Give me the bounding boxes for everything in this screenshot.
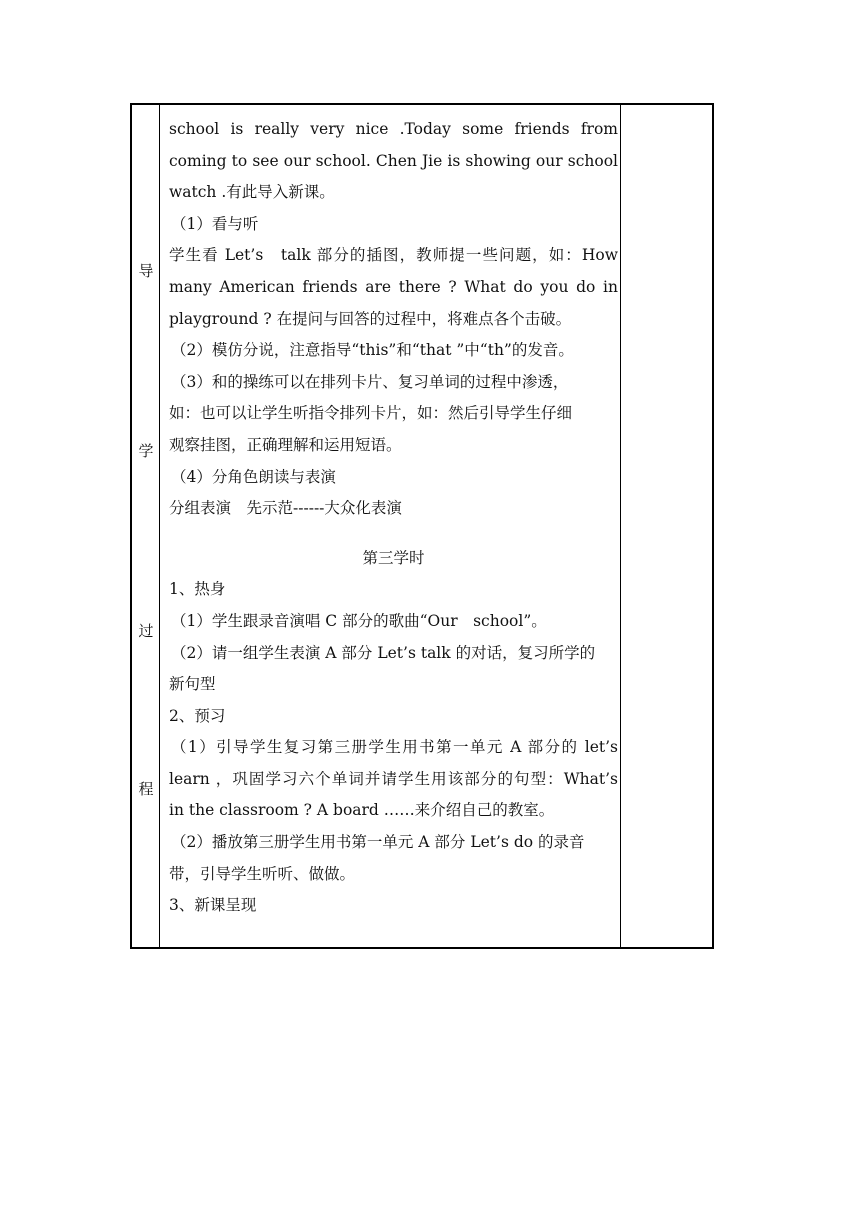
text-line: 1、热身 xyxy=(169,580,226,599)
text-line: （1）看与听 xyxy=(171,214,259,233)
text-line: （1）学生跟录音演唱 C 部分的歌曲“Our school”。 xyxy=(171,611,547,630)
text-line: many American friends are there ? What do you do in xyxy=(169,277,618,296)
text-line: 分组表演 先示范------大众化表演 xyxy=(169,499,402,518)
side-label-dao: 导 xyxy=(138,262,154,280)
text-line: 2、预习 xyxy=(169,706,226,725)
side-label-column xyxy=(132,105,160,947)
lesson-content xyxy=(169,114,618,922)
side-label-guo: 过 xyxy=(138,622,154,640)
text-line: （3）和的操练可以在排列卡片、复习单词的过程中渗透， xyxy=(171,372,569,391)
text-line: learn ，巩固学习六个单词并请学生用该部分的句型：What’s xyxy=(169,769,618,788)
text-line: （2）模仿分说，注意指导“this”和“that ”中“th”的发音。 xyxy=(171,341,574,360)
side-label-xue: 学 xyxy=(138,442,154,460)
lesson-table xyxy=(130,103,714,949)
section-heading: 第三学时 xyxy=(362,548,425,567)
text-line: （4）分角色朗读与表演 xyxy=(171,467,336,486)
text-line: watch .有此导入新课。 xyxy=(169,183,335,202)
text-line: （2）请一组学生表演 A 部分 Let’s talk 的对话，复习所学的 xyxy=(171,643,596,662)
text-line: （2）播放第三册学生用书第一单元 A 部分 Let’s do 的录音 xyxy=(171,833,585,852)
notes-column xyxy=(620,105,712,947)
text-line: 如：也可以让学生听指令排列卡片，如：然后引导学生仔细 xyxy=(169,404,573,423)
text-line: in the classroom ? A board ……来介绍自己的教室。 xyxy=(169,801,555,820)
side-label-cheng: 程 xyxy=(138,780,154,798)
text-line: 新句型 xyxy=(169,675,216,694)
text-line: 带，引导学生听听、做做。 xyxy=(169,864,356,883)
text-line: playground ? 在提问与回答的过程中，将难点各个击破。 xyxy=(169,309,572,328)
text-line: 观察挂图，正确理解和运用短语。 xyxy=(169,435,402,454)
text-line: （1）引导学生复习第三册学生用书第一单元 A 部分的 let’s xyxy=(171,738,618,757)
text-line: 3、新课呈现 xyxy=(169,896,257,915)
text-line: school is really very nice .Today some friends from xyxy=(169,120,618,138)
text-line: 学生看 Let’s talk 部分的插图，教师提一些问题，如：How xyxy=(169,246,618,265)
text-line: coming to see our school. Chen Jie is showing our school xyxy=(169,151,618,170)
